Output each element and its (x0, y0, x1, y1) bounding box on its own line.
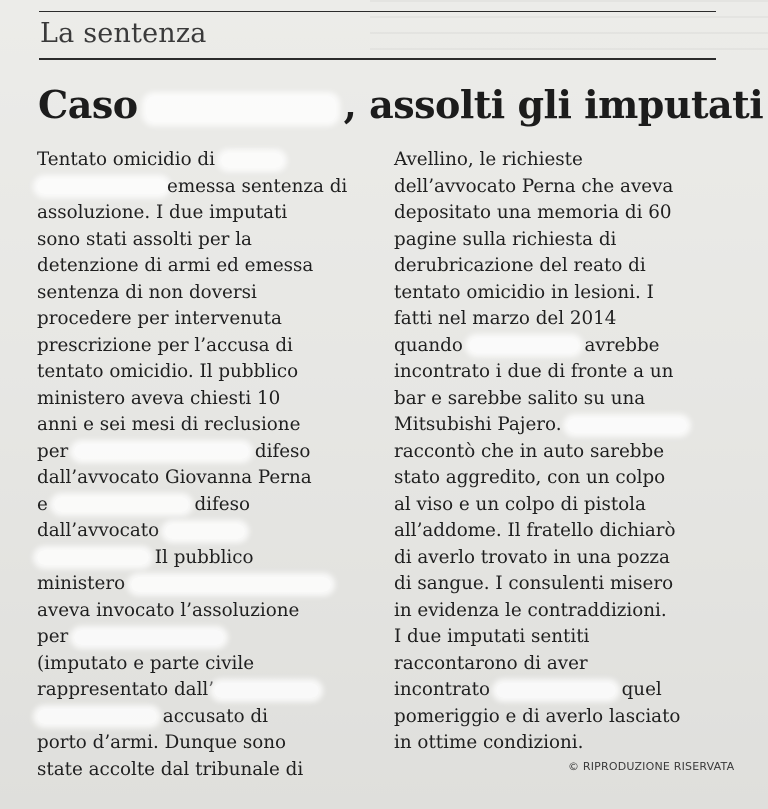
headline (38, 82, 764, 127)
text-line (37, 280, 347, 307)
text-segment: sono stati assolti per la (37, 228, 252, 250)
text-line (37, 730, 347, 757)
text-segment: porto d’armi. Dunque sono (37, 732, 287, 753)
text-line (37, 598, 347, 625)
redacted-name (131, 577, 331, 592)
text-segment: in evidenza le contraddizioni. (394, 599, 667, 621)
top-rule (39, 11, 716, 12)
text-line (37, 306, 347, 333)
text-line (37, 465, 347, 492)
text-segment: tentato omicidio in lesioni. I (394, 281, 654, 303)
text-line (37, 545, 347, 572)
text-segment: difeso (249, 440, 311, 462)
text-segment: e (37, 493, 54, 515)
text-segment: incontrato i due di fronte a un (394, 361, 674, 382)
text-line (394, 465, 687, 492)
text-line (37, 571, 347, 598)
text-segment: tentato omicidio. Il pubblico (37, 361, 299, 382)
text-segment: in ottime condizioni. (394, 732, 584, 753)
bleed-through-text (370, 0, 768, 60)
text-line (394, 439, 687, 466)
text-line (37, 677, 347, 704)
text-segment: procedere per intervenuta (37, 308, 282, 329)
text-line (37, 412, 347, 439)
text-line (394, 280, 687, 307)
redacted-name (214, 683, 319, 698)
text-segment: fatti nel marzo del 2014 (394, 308, 617, 329)
text-segment: quando (394, 334, 469, 356)
redacted-name (37, 550, 149, 565)
text-line (394, 624, 687, 651)
text-segment: al viso e un colpo di pistola (394, 493, 646, 515)
text-line (37, 359, 347, 386)
text-segment: raccontarono di aver (394, 652, 588, 674)
section-rule (39, 58, 716, 60)
text-segment: dall’avvocato (37, 520, 165, 541)
text-line (394, 651, 687, 678)
text-segment: state accolte dal tribunale di (37, 758, 304, 780)
text-line (37, 227, 347, 254)
text-segment: incontrato (394, 679, 496, 700)
redacted-name (74, 444, 249, 459)
text-line (37, 518, 347, 545)
text-segment: (imputato e parte civile (37, 652, 255, 674)
text-line (37, 333, 347, 360)
text-segment: assoluzione. I due imputati (37, 202, 288, 223)
text-segment: stato aggredito, con un colpo (394, 467, 666, 488)
text-segment: Mitsubishi Pajero. (394, 414, 568, 435)
text-segment: per (37, 626, 75, 647)
text-line (394, 306, 687, 333)
text-segment: di sangue. I consulenti misero (394, 573, 674, 594)
text-segment: detenzione di armi ed emessa (37, 255, 314, 276)
redacted-name (221, 153, 283, 168)
article-column-right (394, 147, 687, 757)
text-line (37, 651, 347, 678)
text-line (394, 492, 687, 519)
text-segment: raccontò che in auto sarebbe (394, 440, 665, 462)
text-line (37, 174, 347, 201)
text-segment: emessa sentenza di (167, 175, 348, 197)
redacted-name (146, 96, 336, 122)
text-segment: Il pubblico (149, 546, 254, 568)
text-segment: pomeriggio e di averlo lasciato (394, 705, 681, 727)
text-line (394, 730, 687, 757)
text-line (394, 704, 687, 731)
text-line (394, 227, 687, 254)
text-line (394, 677, 687, 704)
redacted-name (37, 709, 157, 724)
article-column-left (37, 147, 347, 783)
text-segment: difeso (188, 493, 250, 515)
text-line (394, 253, 687, 280)
text-segment: pagine sulla richiesta di (394, 228, 617, 250)
text-segment: derubricazione del reato di (394, 255, 646, 276)
text-segment: avrebbe (578, 334, 660, 356)
text-segment: Tentato omicidio di (37, 149, 221, 170)
copyright-notice: © RIPRODUZIONE RISERVATA (568, 760, 735, 773)
text-line (37, 704, 347, 731)
text-line (37, 439, 347, 466)
redacted-name (567, 418, 687, 433)
text-segment: depositato una memoria di 60 (394, 202, 672, 223)
text-segment: prescrizione per l’accusa di (37, 334, 293, 356)
text-line (37, 200, 347, 227)
headline-part-2: , assolti gli imputati (343, 82, 764, 127)
text-line (394, 174, 687, 201)
text-segment: ministero aveva chiesti 10 (37, 387, 281, 409)
text-segment: aveva invocato l’assoluzione (37, 599, 300, 621)
text-line (37, 757, 347, 784)
text-line (394, 333, 687, 360)
redacted-name (37, 179, 167, 194)
redacted-name (54, 497, 189, 512)
text-line (37, 147, 347, 174)
redacted-name (74, 630, 224, 645)
section-label: La sentenza (40, 18, 207, 49)
text-line (37, 492, 347, 519)
text-line (37, 624, 347, 651)
redacted-name (165, 524, 245, 539)
text-line (394, 545, 687, 572)
text-segment: I due imputati sentiti (394, 626, 590, 647)
text-segment: anni e sei mesi di reclusione (37, 414, 301, 435)
text-line (394, 598, 687, 625)
text-line (394, 412, 687, 439)
text-line (37, 386, 347, 413)
text-segment: ministero (37, 573, 131, 594)
text-segment: Avellino, le richieste (394, 149, 583, 170)
text-segment: per (37, 440, 75, 462)
text-line (37, 253, 347, 280)
text-line (394, 386, 687, 413)
text-segment: accusato di (157, 705, 268, 727)
text-segment: quel (615, 679, 662, 700)
redacted-name (496, 683, 616, 698)
text-segment: sentenza di non doversi (37, 281, 257, 303)
text-segment: all’addome. Il fratello dichiarò (394, 520, 676, 541)
text-line (394, 571, 687, 598)
text-segment: dall’avvocato Giovanna Perna (37, 467, 312, 488)
text-line (394, 518, 687, 545)
text-segment: rappresentato dall’ (37, 679, 215, 700)
redacted-name (469, 338, 579, 353)
text-segment: di averlo trovato in una pozza (394, 546, 670, 568)
text-line (394, 147, 687, 174)
text-line (394, 200, 687, 227)
text-segment: dell’avvocato Perna che aveva (394, 175, 674, 197)
text-line (394, 359, 687, 386)
headline-part-1: Caso (38, 82, 138, 127)
text-segment: bar e sarebbe salito su una (394, 387, 646, 409)
